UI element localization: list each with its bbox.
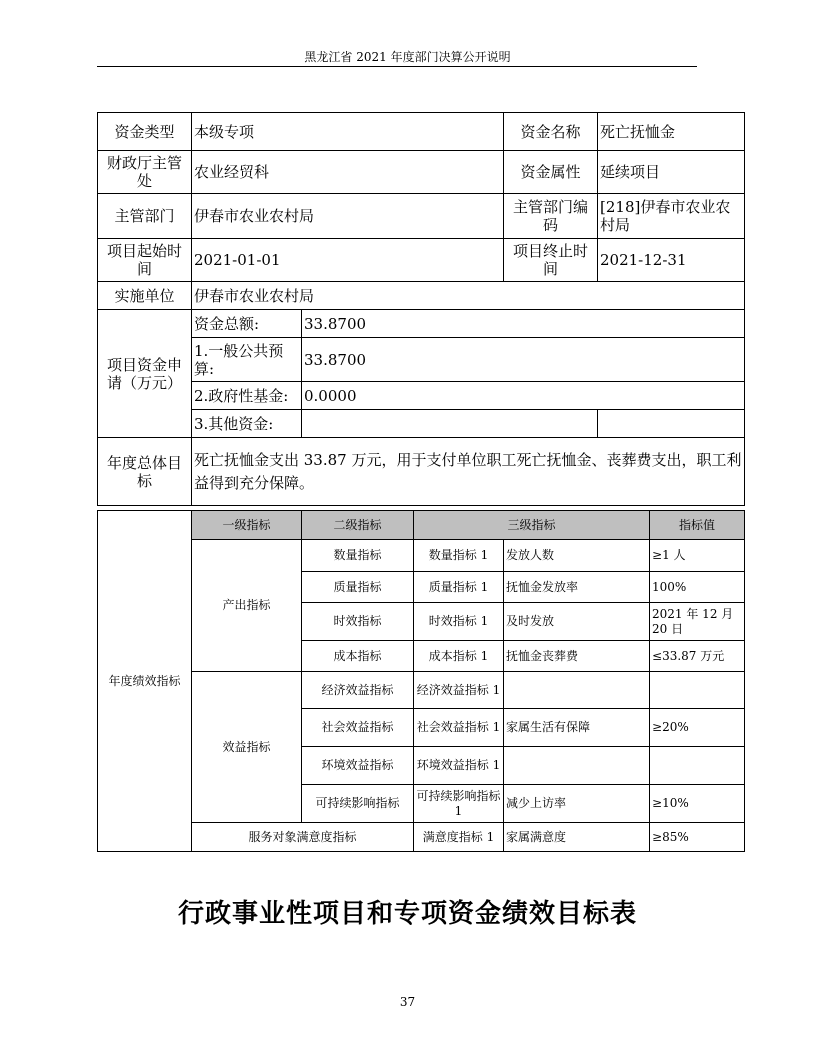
section-title: 行政事业性项目和专项资金绩效目标表	[177, 899, 637, 929]
indicator-value: 100%	[650, 572, 745, 603]
finance-dept-value: 农业经贸科	[192, 151, 504, 194]
l3-cell: 满意度指标 1	[414, 823, 504, 852]
indicator-value: ≤33.87 万元	[650, 641, 745, 672]
header-l2: 二级指标	[302, 511, 414, 540]
finance-dept-label: 财政厅主管处	[98, 151, 192, 194]
page-number: 37	[399, 995, 416, 1009]
main-table	[97, 112, 745, 506]
fund-type-value: 本级专项	[192, 113, 504, 151]
fund-type-label: 资金类型	[98, 113, 192, 151]
l3-cell: 经济效益指标 1	[414, 672, 504, 709]
end-label: 项目终止时间	[504, 239, 598, 282]
l2-cell: 数量指标	[302, 540, 414, 572]
l3-cell: 环境效益指标 1	[414, 747, 504, 785]
funding-row-value	[302, 410, 598, 438]
dept-value: 伊春市农业农村局	[192, 194, 504, 239]
l2-cell: 社会效益指标	[302, 709, 414, 747]
l3-cell: 可持续影响指标 1	[414, 785, 504, 823]
l2-cell: 时效指标	[302, 603, 414, 641]
indicator-value: ≥20%	[650, 709, 745, 747]
header-l1: 一级指标	[192, 511, 302, 540]
funding-row-extra	[598, 410, 745, 438]
funding-row-value: 0.0000	[302, 382, 745, 410]
fund-name-value: 死亡抚恤金	[598, 113, 745, 151]
l2-cell: 环境效益指标	[302, 747, 414, 785]
indicator-value	[650, 747, 745, 785]
funding-row-value: 33.8700	[302, 338, 745, 382]
goal-text: 死亡抚恤金支出 33.87 万元，用于支付单位职工死亡抚恤金、丧葬费支出，职工利益得到充分保障。	[192, 438, 745, 506]
funding-row-label: 1.一般公共预算:	[192, 338, 302, 382]
indicator-value	[650, 672, 745, 709]
l3-cell: 时效指标 1	[414, 603, 504, 641]
l2-cell: 可持续影响指标	[302, 785, 414, 823]
indicator-name: 减少上访率	[504, 785, 650, 823]
indicator-value: ≥85%	[650, 823, 745, 852]
fund-attr-value: 延续项目	[598, 151, 745, 194]
unit-value: 伊春市农业农村局	[192, 282, 745, 310]
funding-row-label: 2.政府性基金:	[192, 382, 302, 410]
end-value: 2021-12-31	[598, 239, 745, 282]
indicator-name	[504, 672, 650, 709]
l3-cell: 社会效益指标 1	[414, 709, 504, 747]
indicator-value: ≥1 人	[650, 540, 745, 572]
l2-cell: 经济效益指标	[302, 672, 414, 709]
indicator-value: 2021 年 12 月 20 日	[650, 603, 745, 641]
indicator-name: 抚恤金丧葬费	[504, 641, 650, 672]
indicator-name: 抚恤金发放率	[504, 572, 650, 603]
indicator-name: 发放人数	[504, 540, 650, 572]
indicator-name: 及时发放	[504, 603, 650, 641]
start-value: 2021-01-01	[192, 239, 504, 282]
funding-row-value: 33.8700	[302, 310, 745, 338]
fund-attr-label: 资金属性	[504, 151, 598, 194]
indicator-name	[504, 747, 650, 785]
l3-cell: 成本指标 1	[414, 641, 504, 672]
l2-cell: 成本指标	[302, 641, 414, 672]
page-header: 黑龙江省 2021 年度部门决算公开说明	[304, 50, 511, 64]
goal-label: 年度总体目标	[98, 438, 192, 506]
l2-cell: 质量指标	[302, 572, 414, 603]
dept-code-label: 主管部门编码	[504, 194, 598, 239]
l3-cell: 数量指标 1	[414, 540, 504, 572]
funding-label: 项目资金申请（万元）	[98, 310, 192, 438]
l3-cell: 质量指标 1	[414, 572, 504, 603]
dept-label: 主管部门	[98, 194, 192, 239]
indicator-name: 家属满意度	[504, 823, 650, 852]
satisfaction-label: 服务对象满意度指标	[192, 823, 414, 852]
perf-label: 年度绩效指标	[98, 511, 192, 852]
header-divider	[97, 66, 697, 67]
benefit-label: 效益指标	[192, 672, 302, 823]
output-label: 产出指标	[192, 540, 302, 672]
fund-name-label: 资金名称	[504, 113, 598, 151]
funding-row-label: 3.其他资金:	[192, 410, 302, 438]
funding-row-label: 资金总额:	[192, 310, 302, 338]
header-value: 指标值	[650, 511, 745, 540]
start-label: 项目起始时间	[98, 239, 192, 282]
unit-label: 实施单位	[98, 282, 192, 310]
indicator-name: 家属生活有保障	[504, 709, 650, 747]
perf-table	[97, 510, 745, 852]
header-l3: 三级指标	[414, 511, 650, 540]
indicator-value: ≥10%	[650, 785, 745, 823]
dept-code-value: [218]伊春市农业农村局	[598, 194, 745, 239]
